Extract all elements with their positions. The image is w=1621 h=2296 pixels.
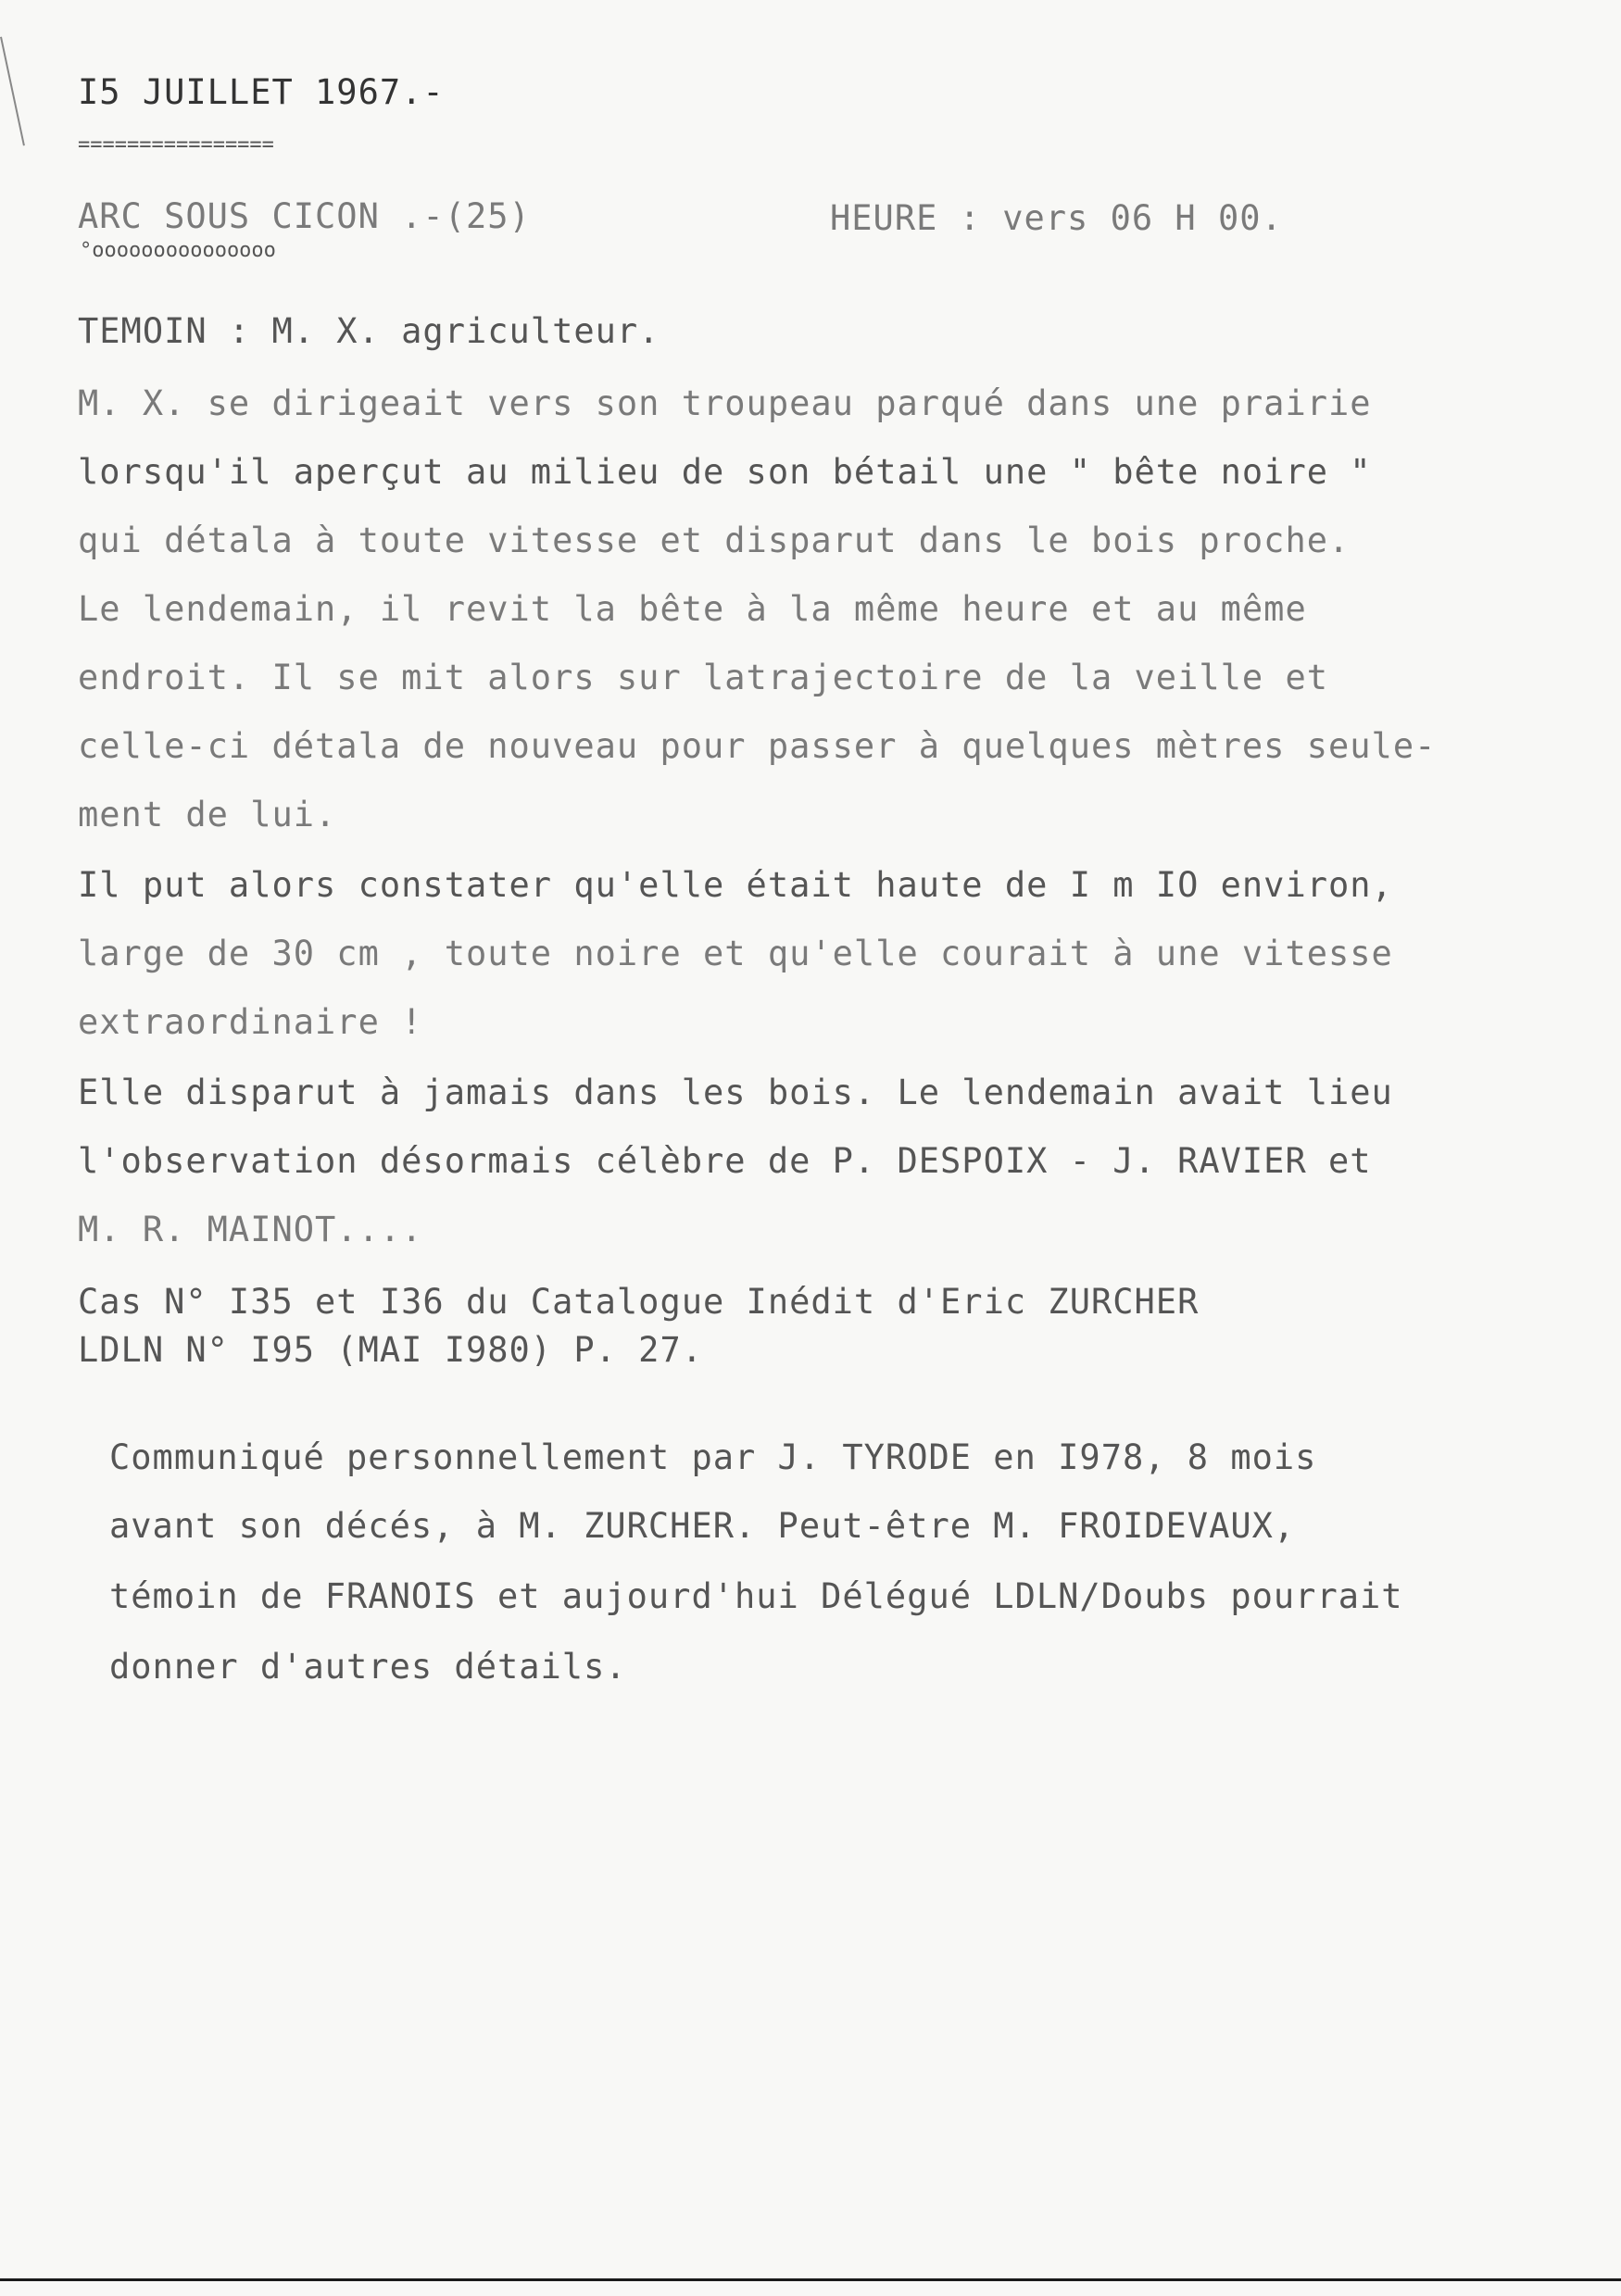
note-line: Communiqué personnellement par J. TYRODE en I978, 8 mois <box>109 1437 1317 1477</box>
body-line: extraordinaire ! <box>78 1002 423 1042</box>
reference-line: LDLN N° I95 (MAI I980) P. 27. <box>78 1330 704 1370</box>
reference-line: Cas N° I35 et I36 du Catalogue Inédit d'Eric ZURCHER <box>78 1282 1200 1322</box>
body-line: Le lendemain, il revit la bête à la même heure et au même <box>78 589 1307 629</box>
scan-bottom-edge <box>0 2278 1621 2281</box>
body-line: Elle disparut à jamais dans les bois. Le lendemain avait lieu <box>78 1073 1393 1112</box>
body-line: Il put alors constater qu'elle était haute de I m IO environ, <box>78 865 1393 905</box>
date-underline: ================ <box>78 133 274 157</box>
body-line: lorsqu'il aperçut au milieu de son bétail une " bête noire " <box>78 452 1372 492</box>
place-underline: °ooooooooooooooo <box>80 239 276 262</box>
scan-edge-mark <box>0 37 25 146</box>
note-line: avant son décés, à M. ZURCHER. Peut-être M. FROIDEVAUX, <box>109 1506 1296 1546</box>
note-line: témoin de FRANOIS et aujourd'hui Délégué LDLN/Doubs pourrait <box>109 1576 1403 1616</box>
report-time: HEURE : vers 06 H 00. <box>830 198 1283 238</box>
body-line: ment de lui. <box>78 795 337 834</box>
body-line: large de 30 cm , toute noire et qu'elle courait à une vitesse <box>78 934 1393 973</box>
report-date: I5 JUILLET 1967.- <box>78 72 445 112</box>
body-line: celle-ci détala de nouveau pour passer à quelques mètres seule- <box>78 726 1437 766</box>
body-line: M. X. se dirigeait vers son troupeau parqué dans une prairie <box>78 383 1372 423</box>
report-place: ARC SOUS CICON .-(25) <box>78 196 531 236</box>
body-line: M. R. MAINOT.... <box>78 1210 423 1249</box>
witness-line: TEMOIN : M. X. agriculteur. <box>78 311 660 351</box>
note-line: donner d'autres détails. <box>109 1647 627 1687</box>
body-line: l'observation désormais célèbre de P. DESPOIX - J. RAVIER et <box>78 1141 1372 1181</box>
body-line: qui détala à toute vitesse et disparut dans le bois proche. <box>78 521 1351 560</box>
body-line: endroit. Il se mit alors sur latrajectoire de la veille et <box>78 658 1329 697</box>
